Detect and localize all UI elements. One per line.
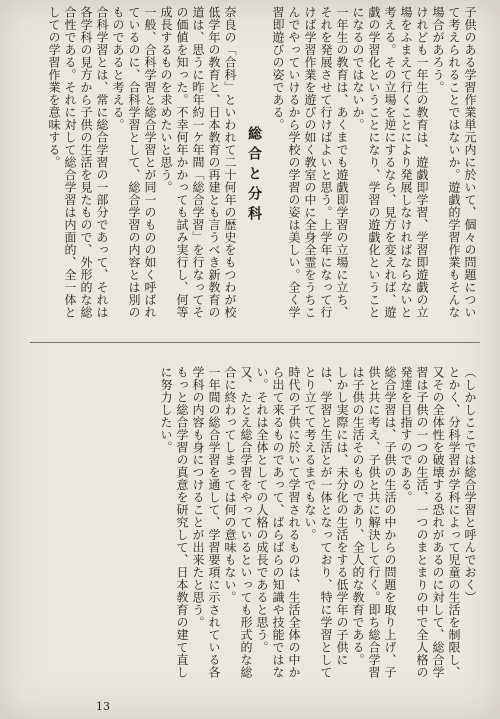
section-heading: 総合と分科 [246,126,262,226]
paragraph: 一般、合科学習と総合学習とが同一のものの如く呼ばれているのに、合科学習として、総合学習の内容とは別のものであると考える。 [111,6,157,319]
paragraph: 一年間の総合学習を通して、学習要項に示されている各学科の内容も身につけることが出来たと思う。 [191,366,221,679]
upper-text-block [18,6,478,326]
paragraph: けれども一年生の教育は、遊戯即学習、学習即遊戯の立場をふまえて行くことにより発展しなければならないと考える。その立場を逆にするなら、見方を変えれば、遊戯の学習化ということになり、学習の遊戯化ということになるのではないか。 [351,6,429,319]
paragraph: 又、たとえ総合学習をやっているといっても形式的な総合に終わってしまっては何の意味もない。 [223,366,253,679]
paragraph: 総合学習は、子供の生活の中からの問題を取り上げ、子供と共に考え、子供と共に解決して行く。即ち総合学習は子供の生活そのものであり、全人的な教育である。 [351,366,397,679]
paragraph: 一年生の教育は、あくまでも遊戯即学習の立場に立ち、それを発展させて行けばよいと思う。上学年になって行けば学習作業を遊びの如く教室の中に全身全霊をうちこんでやっていけるから学校の学習の姿は美しい。全く学習即遊びの姿である。 [271,6,349,319]
paragraph: しかし実際には、未分化の生活をする低学年の子供には、学習と生活とが一体となっており、特に学習としてとり立てて考えるまでもない。 [303,366,349,679]
paragraph: 合科学習とは、常に総合学習の一部分であって、それは各学科の見方から子供の生活を見たもので、外形的な総合性である。それに対して総合学習は内面的、全一体としての学習作業を意味する。 [47,6,109,319]
paragraph: もっと総合学習の真意を研究して、日本教育の建て直しに努力したい。 [159,366,189,679]
lower-text-block [18,366,478,686]
paragraph: 子供のある学習作業単元内に於いて、個々の問題について考えられることではないか。遊戯的学習作業もそんな場合があろう。 [431,6,477,319]
paragraph: とかく、分科学習が学科によって児童の生活を制限し、又その全体性を破壊する恐れがあるのに対して、総合学習は子供の一つの生活、一つのまとまりの中で全人格の発達を目指すのである。 [399,366,461,679]
paragraph: 時代の子供に於いて学習されるものは、生活全体の中から出て来るものであって、ばらばらの知識や技能ではない。それは全体としての人格の成長であると思う。 [255,366,301,679]
paragraph: 奈良の「合科」といわれて二十何年の歴史をもつわが校低学年の教育と、日本教育の再建とも言うべき新教育の道は、思うに昨年約一ケ年間「総合学習」を行なってその価値を知った。不幸何年かかっても試み実行し、何等成長するものを求めたいと思う。 [159,6,237,319]
page-number: 13 [96,700,110,713]
section-divider [30,342,480,343]
paragraph: （しかしここでは総合学習と呼んでおく） [463,366,477,604]
